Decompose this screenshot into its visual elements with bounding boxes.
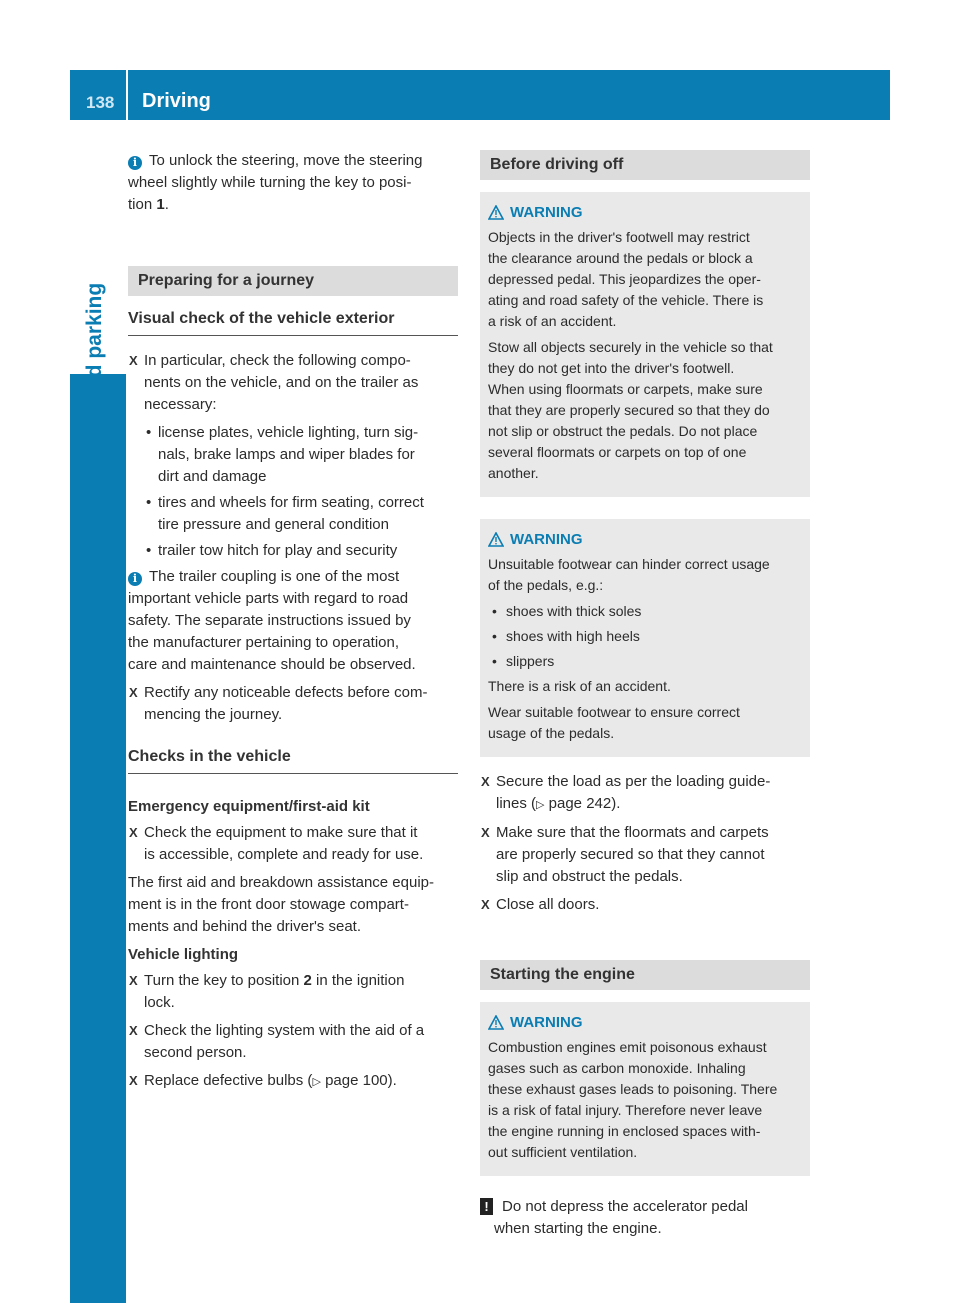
intro-note-end: . bbox=[164, 196, 169, 213]
warning-line: the clearance around the pedals or block a bbox=[488, 250, 753, 266]
warning-line: a risk of an accident. bbox=[488, 313, 617, 329]
step-text: Turn the key to position bbox=[144, 972, 304, 989]
step-text: lines ( bbox=[496, 795, 537, 812]
warning-label: WARNING bbox=[510, 204, 583, 221]
warning-line: ating and road safety of the vehicle. There is bbox=[488, 292, 764, 308]
right-column bbox=[480, 150, 810, 1246]
warning-triangle-icon bbox=[488, 532, 504, 547]
left-column bbox=[128, 150, 458, 1099]
step-arrow-icon: X bbox=[481, 897, 490, 912]
notice-line: when starting the engine. bbox=[494, 1220, 662, 1237]
bullet-icon: • bbox=[492, 628, 497, 644]
list-item bbox=[128, 492, 458, 536]
bullet-line: trailer tow hitch for play and security bbox=[158, 542, 398, 559]
warning-line: Unsuitable footwear can hinder correct usage bbox=[488, 556, 770, 572]
step-line: Rectify any noticeable defects before com- bbox=[144, 684, 428, 701]
page-title: Driving bbox=[142, 90, 211, 112]
para-line: The first aid and breakdown assistance equip- bbox=[128, 874, 435, 891]
intro-note bbox=[128, 150, 458, 216]
warning-line: usage of the pedals. bbox=[488, 725, 615, 741]
list-item bbox=[488, 626, 802, 647]
first-aid-paragraph bbox=[128, 872, 458, 938]
step-floormats bbox=[480, 822, 810, 888]
heading-emergency-equipment: Emergency equipment/first-aid kit bbox=[128, 798, 370, 815]
warning-line: they do not get into the driver's footwell. bbox=[488, 360, 735, 376]
bullet-line: license plates, vehicle lighting, turn sig- bbox=[158, 424, 419, 441]
list-item bbox=[488, 651, 802, 672]
warning-line: the engine running in enclosed spaces with- bbox=[488, 1123, 761, 1139]
step-check-lighting bbox=[128, 1020, 458, 1064]
warning-line: of the pedals, e.g.: bbox=[488, 577, 604, 593]
section-before-driving: Before driving off bbox=[480, 150, 810, 180]
list-item bbox=[128, 540, 458, 562]
step-close-doors bbox=[480, 894, 810, 916]
subhead-visual-check: Visual check of the vehicle exterior bbox=[128, 308, 458, 336]
warning-title bbox=[488, 202, 802, 223]
header-divider bbox=[126, 70, 128, 120]
bullet-text: shoes with thick soles bbox=[506, 603, 642, 619]
chapter-tab-block bbox=[70, 374, 126, 1303]
notice-accelerator bbox=[480, 1196, 810, 1240]
step-line: is accessible, complete and ready for use. bbox=[144, 846, 424, 863]
step-line: In particular, check the following compo- bbox=[144, 352, 411, 369]
note-line: the manufacturer pertaining to operation, bbox=[128, 634, 400, 651]
step-arrow-icon: X bbox=[129, 685, 138, 700]
bullet-line: dirt and damage bbox=[158, 468, 267, 485]
step-text: in the ignition bbox=[311, 972, 405, 989]
bullet-icon: • bbox=[146, 424, 152, 441]
warning-box-footwear bbox=[480, 519, 810, 757]
intro-note-line: wheel slightly while turning the key to posi- bbox=[128, 174, 412, 191]
warning-line: not slip or obstruct the pedals. Do not place bbox=[488, 423, 758, 439]
notice-line: Do not depress the accelerator pedal bbox=[502, 1198, 748, 1215]
page-reference-link[interactable]: page 100). bbox=[320, 1072, 397, 1089]
step-line: mencing the journey. bbox=[144, 706, 283, 723]
section-preparing: Preparing for a journey bbox=[128, 266, 458, 296]
warning-box-footwell bbox=[480, 192, 810, 497]
step-line: Make sure that the floormats and carpets bbox=[496, 824, 769, 841]
list-item bbox=[488, 601, 802, 622]
warning-line: Combustion engines emit poisonous exhaust bbox=[488, 1039, 767, 1055]
page-reference-link[interactable]: page 242). bbox=[544, 795, 621, 812]
warning-line: Objects in the driver's footwell may restrict bbox=[488, 229, 750, 245]
warning-line: several floormats or carpets on top of one bbox=[488, 444, 747, 460]
warning-text bbox=[488, 227, 802, 332]
trailer-note bbox=[128, 566, 458, 676]
warning-label: WARNING bbox=[510, 1014, 583, 1031]
step-arrow-icon: X bbox=[129, 1073, 138, 1088]
step-check-equipment bbox=[128, 822, 458, 866]
warning-line: When using floormats or carpets, make sure bbox=[488, 381, 763, 397]
warning-text bbox=[488, 702, 802, 744]
bullet-icon: • bbox=[492, 653, 497, 669]
note-line: The trailer coupling is one of the most bbox=[149, 568, 400, 585]
page-ref-icon: ▷ bbox=[312, 1076, 321, 1088]
page-header bbox=[70, 70, 890, 120]
intro-note-line: To unlock the steering, move the steering bbox=[149, 152, 423, 169]
warning-line: these exhaust gases leads to poisoning. There bbox=[488, 1081, 778, 1097]
warning-text bbox=[488, 1037, 802, 1163]
warning-title bbox=[488, 1012, 802, 1033]
section-starting-engine: Starting the engine bbox=[480, 960, 810, 990]
bullet-line: nals, brake lamps and wiper blades for bbox=[158, 446, 415, 463]
step-check-components bbox=[128, 350, 458, 416]
bullet-icon: • bbox=[492, 603, 497, 619]
warning-line: Wear suitable footwear to ensure correct bbox=[488, 704, 740, 720]
step-arrow-icon: X bbox=[481, 825, 490, 840]
exclamation-icon: ! bbox=[480, 1198, 493, 1215]
warning-line: gases such as carbon monoxide. Inhaling bbox=[488, 1060, 746, 1076]
warning-triangle-icon bbox=[488, 205, 504, 220]
note-line: important vehicle parts with regard to road bbox=[128, 590, 409, 607]
warning-text bbox=[488, 337, 802, 484]
position-value: 1 bbox=[156, 196, 165, 213]
heading-vehicle-lighting: Vehicle lighting bbox=[128, 946, 239, 963]
step-turn-key bbox=[128, 970, 458, 1014]
step-line: Check the lighting system with the aid of a bbox=[144, 1022, 425, 1039]
step-text: Replace defective bulbs ( bbox=[144, 1072, 313, 1089]
bullet-text: slippers bbox=[506, 653, 555, 669]
page-number: 138 bbox=[86, 93, 115, 112]
page-ref-icon: ▷ bbox=[536, 799, 545, 811]
warning-line: another. bbox=[488, 465, 539, 481]
step-arrow-icon: X bbox=[129, 825, 138, 840]
step-line: are properly secured so that they cannot bbox=[496, 846, 765, 863]
para-line: ment is in the front door stowage compart- bbox=[128, 896, 409, 913]
warning-line: depressed pedal. This jeopardizes the oper- bbox=[488, 271, 761, 287]
bullet-icon: • bbox=[146, 542, 152, 559]
list-item bbox=[128, 422, 458, 488]
warning-label: WARNING bbox=[510, 531, 583, 548]
step-rectify-defects bbox=[128, 682, 458, 726]
step-replace-bulbs bbox=[128, 1070, 458, 1093]
para-line: ments and behind the driver's seat. bbox=[128, 918, 361, 935]
chapter-sidebar bbox=[70, 120, 126, 1303]
bullet-line: tire pressure and general condition bbox=[158, 516, 389, 533]
step-line: slip and obstruct the pedals. bbox=[496, 868, 683, 885]
step-arrow-icon: X bbox=[129, 1023, 138, 1038]
step-line: necessary: bbox=[144, 396, 217, 413]
warning-line: Stow all objects securely in the vehicle so that bbox=[488, 339, 773, 355]
warning-title bbox=[488, 529, 802, 550]
warning-box-exhaust bbox=[480, 1002, 810, 1176]
note-line: care and maintenance should be observed. bbox=[128, 656, 416, 673]
bullet-icon: • bbox=[146, 494, 152, 511]
bullet-line: tires and wheels for firm seating, correct bbox=[158, 494, 424, 511]
step-line: nents on the vehicle, and on the trailer as bbox=[144, 374, 419, 391]
info-icon: i bbox=[128, 156, 142, 170]
step-arrow-icon: X bbox=[481, 774, 490, 789]
warning-line: out sufficient ventilation. bbox=[488, 1144, 638, 1160]
step-text: Secure the load as per the loading guide- bbox=[496, 773, 771, 790]
warning-text bbox=[488, 554, 802, 596]
warning-triangle-icon bbox=[488, 1015, 504, 1030]
step-arrow-icon: X bbox=[129, 353, 138, 368]
step-text: lock. bbox=[144, 994, 175, 1011]
warning-text: There is a risk of an accident. bbox=[488, 678, 671, 694]
note-line: safety. The separate instructions issued by bbox=[128, 612, 411, 629]
step-secure-load bbox=[480, 771, 810, 816]
info-icon: i bbox=[128, 572, 142, 586]
step-line: second person. bbox=[144, 1044, 247, 1061]
warning-line: is a risk of fatal injury. Therefore never leave bbox=[488, 1102, 763, 1118]
step-text: Close all doors. bbox=[496, 896, 600, 913]
subhead-checks-vehicle: Checks in the vehicle bbox=[128, 746, 458, 774]
warning-line: that they are properly secured so that they do bbox=[488, 402, 770, 418]
step-arrow-icon: X bbox=[129, 973, 138, 988]
position-value: 2 bbox=[303, 972, 312, 989]
intro-note-line: tion bbox=[128, 196, 157, 213]
bullet-text: shoes with high heels bbox=[506, 628, 640, 644]
step-line: Check the equipment to make sure that it bbox=[144, 824, 418, 841]
